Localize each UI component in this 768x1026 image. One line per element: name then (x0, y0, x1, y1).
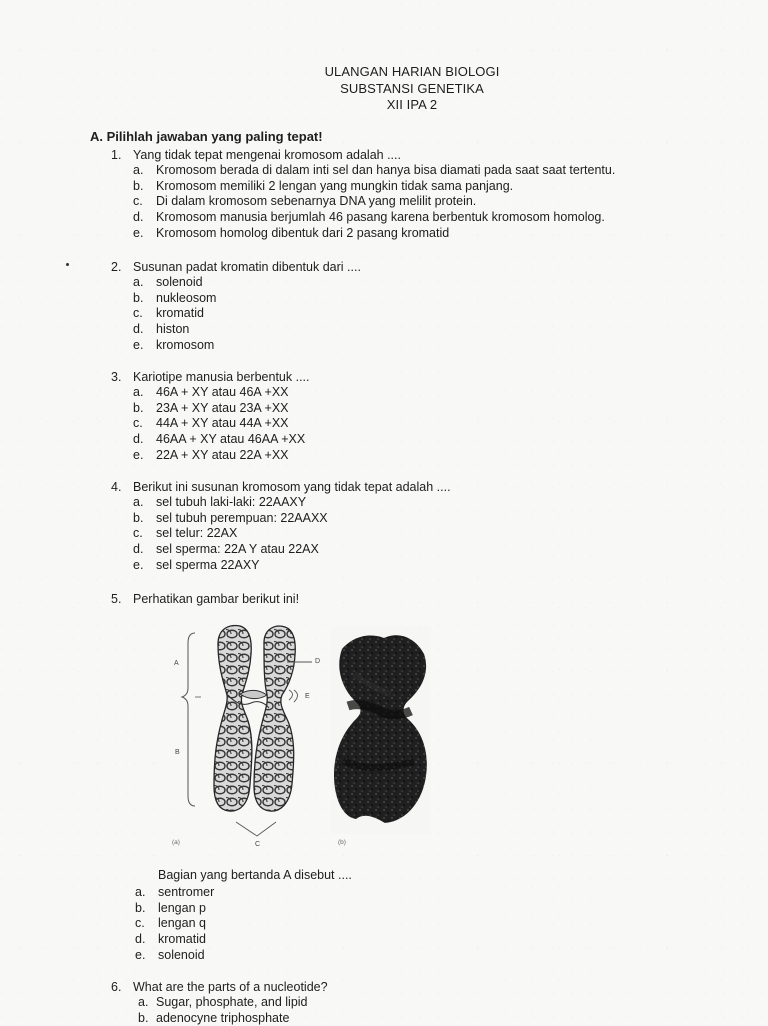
option-b (111, 179, 731, 195)
option-text: Kromosom berada di dalam inti sel dan hanya bisa diamati pada saat saat tertentu. (156, 163, 616, 177)
option-letter: b. (133, 290, 144, 305)
label-c: C (255, 841, 261, 848)
option-letter: a. (133, 275, 144, 289)
option-text: lengan q (158, 916, 206, 931)
exam-class: XII IPA 2 (386, 97, 438, 112)
section-title: A. Pilihlah jawaban yang paling tepat! (90, 129, 323, 144)
question-line (111, 259, 731, 275)
option-text: 23A + XY atau 23A +XX (156, 400, 289, 415)
chromosome-drawing-a (214, 626, 295, 812)
option-text: kromatid (156, 306, 204, 321)
option-letter: e. (133, 225, 144, 240)
question-text: Perhatikan gambar berikut ini! (133, 592, 300, 606)
option-text: nukleosom (156, 290, 217, 305)
option-letter: c. (133, 306, 143, 321)
option-b (111, 901, 611, 917)
option-text: sel sperma: 22A Y atau 22AX (156, 542, 319, 557)
option-letter: d. (133, 210, 144, 225)
option-letter: e. (133, 337, 144, 352)
option-letter: c. (133, 416, 143, 431)
option-text: Kromosom manusia berjumlah 46 pasang karena berbentuk kromosom homolog. (156, 210, 605, 225)
option-letter: e. (135, 947, 146, 962)
question-text: Kariotipe manusia berbentuk .... (133, 370, 310, 384)
label-d: D (315, 658, 321, 665)
chromosome-photo-b (331, 626, 431, 834)
question-4 (111, 479, 731, 573)
option-c (111, 306, 731, 322)
question-line (111, 979, 731, 995)
option-text: 46AA + XY atau 46AA +XX (156, 432, 306, 447)
option-a (111, 885, 611, 901)
option-e (111, 448, 731, 464)
option-letter: d. (135, 932, 146, 947)
question-text: Berikut ini susunan kromosom yang tidak tepat adalah .... (133, 480, 451, 494)
option-letter: d. (133, 542, 144, 557)
option-text: histon (156, 322, 190, 337)
exam-header (0, 64, 768, 114)
chromosome-figure (166, 616, 440, 852)
option-letter: b. (135, 900, 146, 915)
option-d (111, 322, 731, 338)
option-text: solenoid (158, 947, 205, 962)
option-letter: a. (138, 995, 149, 1009)
question-5-stem: Bagian yang bertanda A disebut .... (158, 868, 352, 882)
question-number: 1. (111, 148, 122, 162)
option-letter: c. (135, 916, 145, 931)
option-letter: d. (133, 322, 144, 337)
option-letter: a. (133, 495, 144, 509)
option-letter: b. (133, 400, 144, 415)
question-text: Yang tidak tepat mengenai kromosom adalah .... (133, 148, 401, 162)
option-a (111, 495, 731, 511)
question-number: 4. (111, 480, 122, 494)
label-b: B (175, 749, 180, 756)
exam-subject: SUBSTANSI GENETIKA (340, 80, 484, 96)
option-letter: c. (133, 194, 143, 209)
option-c (111, 416, 731, 432)
question-number: 5. (111, 592, 122, 606)
option-letter: a. (135, 885, 146, 899)
option-text: sentromer (158, 885, 215, 899)
option-b (111, 511, 731, 527)
option-text: sel telur: 22AX (156, 526, 238, 541)
option-text: kromosom (156, 337, 215, 352)
option-d (111, 210, 731, 226)
option-a (111, 385, 731, 401)
stray-dot (66, 263, 69, 266)
label-e: E (305, 693, 310, 700)
option-letter: c. (133, 526, 143, 541)
question-1 (111, 147, 731, 241)
option-text: lengan p (158, 900, 206, 915)
question-6 (111, 979, 731, 1026)
option-text: 46A + XY atau 46A +XX (156, 385, 289, 399)
question-number: 2. (111, 260, 122, 274)
option-text: adenocyne triphosphate (156, 1010, 290, 1025)
panel-label-b: (b) (338, 839, 346, 846)
option-text: sel sperma 22AXY (156, 557, 260, 572)
option-b (111, 401, 731, 417)
option-text: 22A + XY atau 22A +XX (156, 447, 289, 462)
option-letter: e. (133, 557, 144, 572)
option-text: Sugar, phosphate, and lipid (156, 995, 308, 1009)
option-text: Kromosom memiliki 2 lengan yang mungkin tidak sama panjang. (156, 178, 514, 193)
option-a (111, 275, 731, 291)
option-text: Kromosom homolog dibentuk dari 2 pasang kromatid (156, 225, 450, 240)
option-c (111, 526, 731, 542)
option-d (111, 432, 731, 448)
question-text: Susunan padat kromatin dibentuk dari .... (133, 260, 361, 274)
option-text: sel tubuh perempuan: 22AAXX (156, 510, 328, 525)
option-letter: a. (133, 385, 144, 399)
option-letter: d. (133, 432, 144, 447)
question-number: 3. (111, 370, 122, 384)
question-line (111, 591, 731, 607)
option-e (111, 338, 731, 354)
option-b (111, 291, 731, 307)
question-3 (111, 369, 731, 463)
question-line (111, 479, 731, 495)
question-line (111, 369, 731, 385)
option-d (111, 542, 731, 558)
option-e (111, 948, 611, 964)
option-text: solenoid (156, 275, 203, 289)
option-e (111, 226, 731, 242)
option-letter: a. (133, 163, 144, 177)
option-a (111, 995, 731, 1011)
panel-label-a: (a) (172, 839, 180, 846)
option-text: 44A + XY atau 44A +XX (156, 416, 289, 431)
option-e (111, 558, 731, 574)
option-c (111, 194, 731, 210)
question-5 (111, 591, 731, 607)
question-number: 6. (111, 980, 122, 994)
question-line (111, 147, 731, 163)
question-5-options (111, 885, 611, 963)
option-a (111, 163, 731, 179)
option-d (111, 932, 611, 948)
question-2 (111, 259, 731, 353)
option-text: Di dalam kromosom sebenarnya DNA yang melilit protein. (156, 194, 477, 209)
option-c (111, 916, 611, 932)
option-letter: e. (133, 447, 144, 462)
label-a: A (174, 660, 179, 667)
question-text: What are the parts of a nucleotide? (133, 980, 328, 994)
option-letter: b. (133, 510, 144, 525)
option-letter: b. (138, 1010, 149, 1025)
option-letter: b. (133, 178, 144, 193)
exam-title: ULANGAN HARIAN BIOLOGI (324, 64, 500, 79)
option-text: sel tubuh laki-laki: 22AAXY (156, 495, 307, 509)
option-text: kromatid (158, 932, 206, 947)
